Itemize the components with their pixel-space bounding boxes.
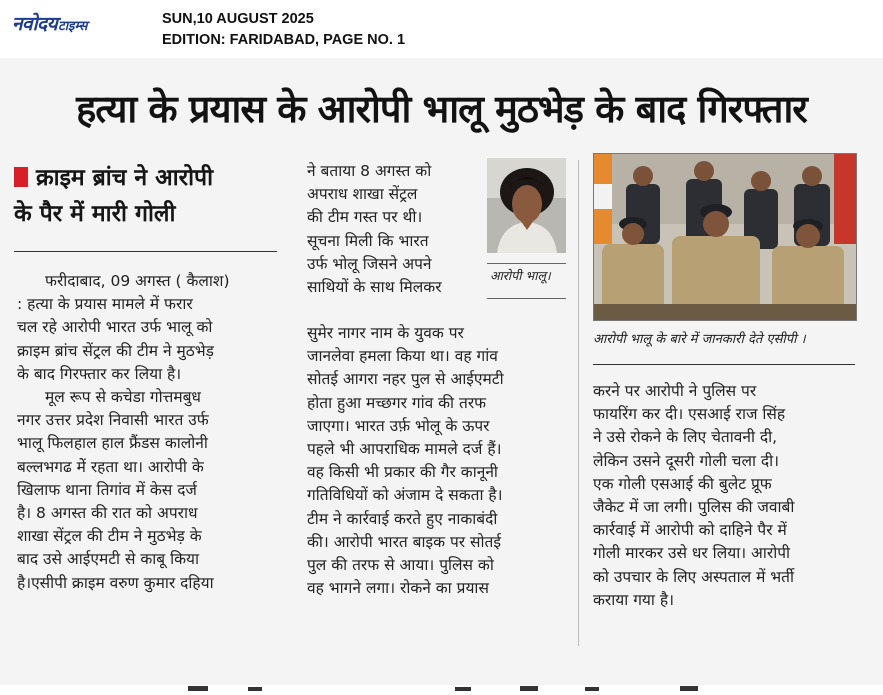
article-line: की टीम गस्त पर थी। [307,208,423,227]
issue-date: SUN,10 AUGUST 2025 [162,11,314,27]
photo1-divider [487,263,566,264]
article-line: टीम ने कार्रवाई करते हुए नाकाबंदी [307,509,498,528]
article-line: फरीदाबाद, 09 अगस्त ( कैलाश) [45,272,230,290]
article-column-2-bottom [307,322,567,600]
newspaper-logo[interactable] [12,10,87,38]
article-line: सूचना मिली कि भारत [307,231,429,250]
article-line: सुमेर नागर नाम के युवक पर [307,324,464,342]
press-conference-caption: आरोपी भालू के बारे में जानकारी देते एसीपी । [593,332,806,347]
article-column-3 [593,380,859,612]
article-line: : हत्या के प्रयास मामले में फरार [17,295,193,314]
article-line: बाद उसे आईएमटी से काबू किया [17,550,199,569]
article-line: साथियों के साथ मिलकर [307,278,442,297]
article-line: लेकिन उसने दूसरी गोली चला दी। [593,451,780,470]
article-line: ने बताया 8 अगस्त को [307,162,432,180]
article-line: जैकेट में जा लगी। पुलिस की जवाबी [593,498,795,517]
article-line: मूल रूप से कचेडा गोत्तमबुध [45,388,201,407]
red-bullet-marker [14,167,28,187]
article-line: उर्फ भोलू जिसने अपने [307,254,432,273]
subhead-line-2: के पैर में मारी गोली [14,201,176,227]
article-line: भालू फिलहाल हाल फ्रैंडस कालोनी [17,434,208,453]
article-column-2-top [307,160,479,299]
article-line: नगर उत्तर प्रदेश निवासी भारत उर्फ [17,411,209,430]
article-line: होता हुआ मच्छगर गांव की तरफ [307,393,487,412]
accused-portrait-image [487,158,566,253]
article-line: कार्रवाई में आरोपी को दाहिने पैर में [593,521,787,540]
press-conference-photo [593,153,857,321]
article-line: चल रहे आरोपी भारत उर्फ भालू को [17,318,213,337]
article-headline: हत्या के प्रयास के आरोपी भालू मुठभेड़ के बाद गिरफ्तार [76,87,807,131]
article-line: क्राइम ब्रांच सेंट्रल की टीम ने मुठभेड़ [17,341,214,360]
article-line: के बाद गिरफ्तार कर लिया है। [17,364,182,383]
article-line: बल्लभगढ मेें रहता था। आरोपी के [17,457,204,476]
article-line: वह किसी भी प्रकार की गैर कानूनी [307,463,498,482]
column-divider-2 [578,160,579,646]
accused-photo-caption: आरोपी भालू। [490,268,551,283]
article-line: जाएगा। भारत उर्फ़ भोलू के ऊपर [307,416,490,435]
logo-sub-text: टाइम्स [58,19,88,34]
article-column-1 [17,270,281,595]
article-line: वह भागने लगा। रोकने का प्रयास [307,579,489,598]
article-line: पुल की तरफ से आया। पुलिस को [307,556,494,575]
subhead-divider [14,251,277,252]
press-conference-image [594,154,856,320]
article-line: सोतई आगरा नहर पुल से आईएमटी [307,370,504,389]
article-line: खिलाफ थाना तिगांव में केस दर्ज [17,480,197,499]
edition-page: EDITION: FARIDABAD, PAGE NO. 1 [162,32,406,48]
accused-photo [487,158,566,253]
masthead [0,0,883,58]
logo-main-text: नवोदय [12,13,58,35]
bottom-text-strip [0,676,883,685]
article-line: एक गोली एसआई की बुलेट प्रूफ [593,474,772,493]
article-line: जानलेवा हमला किया था। वह गांव [307,347,498,366]
article-line: फायरिंग कर दी। एसआई राज सिंह [593,405,786,424]
article-line: शाखा सेंट्रल की टीम ने मुठभेड़ के [17,527,202,546]
article-line: गोली मारकर उसे धर लिया। आरोपी [593,544,791,563]
edition-info [162,9,405,51]
article-line: करने पर आरोपी ने पुलिस पर [593,382,757,400]
article-line: अपराध शाखा सेंट्रल [307,185,418,204]
photo1-caption-divider [487,298,566,299]
article-line: है।एसीपी क्राइम वरुण कुमार दहिया [17,573,214,592]
article-line: ने उसे रोकने के लिए चेतावनी दी, [593,428,778,447]
article-line: की। आरोपी भारत बाइक पर सोतई [307,532,501,551]
article-line: कराया गया है। [593,590,674,609]
article-subhead [14,160,276,232]
article-line: है। 8 अगस्त की रात को अपराध [17,504,198,523]
article-line: को उपचार के लिए अस्पताल में भर्ती [593,567,795,586]
article-line: गतिविधियों को अंजाम दे सकता है। [307,486,503,505]
subhead-line-1: क्राइम ब्रांच ने आरोपी [36,165,214,191]
photo2-caption-divider [593,364,855,365]
article-line: पहले भी आपराधिक मामले दर्ज हैं। [307,440,502,459]
